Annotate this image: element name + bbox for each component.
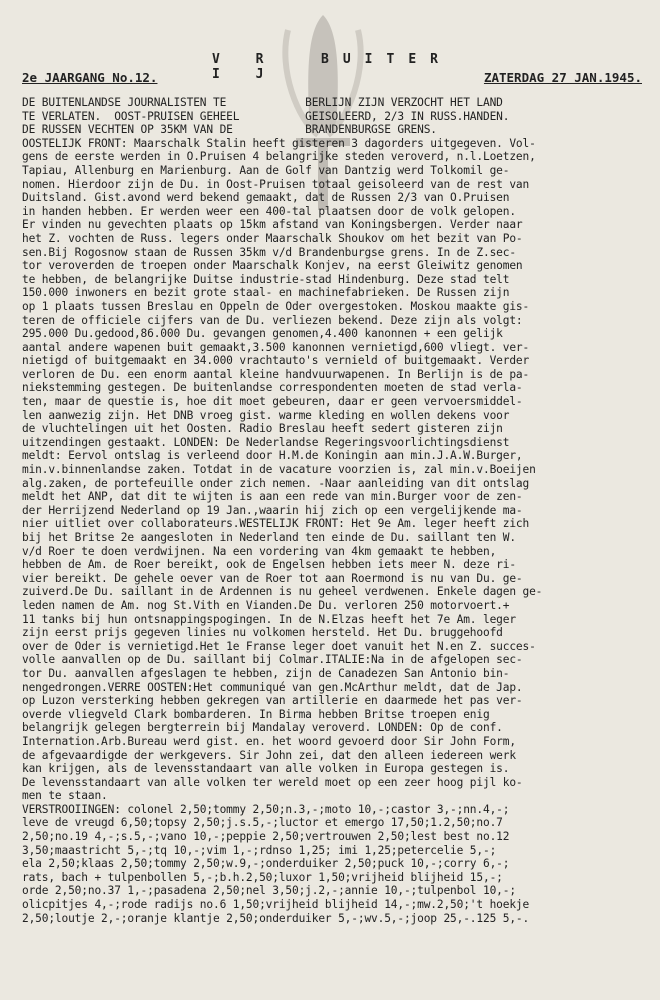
text-line: leden namen de Am. nog St.Vith en Vianden.De Du. verloren 250 motorvoert.+ [22, 598, 510, 612]
text-line: 3,50;maastricht 5,-;tq 10,-;vim 1,-;rdnso 1,25; imi 1,25;petercelie 5,-; [22, 843, 497, 857]
issue-number: 2e JAARGANG No.12. [22, 70, 158, 85]
text-line: op Luzon versterking hebben gekregen van artillerie en daarmede het pas ver- [22, 694, 523, 708]
masthead-title [212, 52, 452, 82]
text-line: meldt: Eervol ontslag is verleend door H.M.de Koningin aan min.J.A.W.Burger, [22, 449, 523, 463]
title-left: V R I J [212, 52, 278, 82]
text-line: DE RUSSEN VECHTEN OP 35KM VAN DE BRANDENBURGSE GRENS. [22, 123, 437, 137]
text-line: Duitsland. Gist.avond werd bekend gemaakt, dat de Russen 2/3 van O.Pruisen [22, 191, 510, 205]
text-line: bij het Britse 2e aangesloten in Nederland ten einde de Du. saillant ten W. [22, 531, 516, 544]
text-line: te hebben, de belangrijke Duitse industrie-stad Hindenburg. Deze stad telt [22, 272, 510, 286]
text-line: De levensstandaart van alle volken ter wereld moet op een zeer hoog pijl ko- [22, 775, 523, 789]
text-line: men te staan. [22, 789, 108, 803]
text-line: hebben de Am. de Roer bereikt, ook de Engelsen hebben iets meer N. deze ri- [22, 558, 516, 572]
text-line: nomen. Hierdoor zijn de Du. in Oost-Pruisen totaal geisoleerd van de rest van [22, 177, 530, 191]
text-line: DE BUITENLANDSE JOURNALISTEN TE BERLIJN ZIJN VERZOCHT HET LAND [22, 96, 503, 109]
text-line: len aanwezig zijn. Het DNB vroeg gist. warme kleding en wollen dekens voor [22, 408, 510, 422]
text-line: Internation.Arb.Bureau werd gist. en. het woord gevoerd door Sir John Form, [22, 734, 516, 748]
title-right: BUITER [321, 52, 452, 67]
text-line: zuiverd.De Du. saillant in de Ardennen is nu geheel verdwenen. Enkele dagen ge- [22, 585, 543, 599]
article-body [22, 96, 642, 925]
text-line: 150.000 inwoners en bezit grote staal- en machinefabrieken. De Russen zijn [22, 286, 510, 300]
text-line: volle aanvallen op de Du. saillant bij Colmar.ITALIE:Na in de afgelopen sec- [22, 653, 523, 667]
text-line: v/d Roer te doen verdwijnen. Na een vordering van 4km gemaakt te hebben, [22, 544, 497, 558]
text-line: zijn eerst prijs gegeven linies nu volkomen hersteld. Het Du. bruggehoofd [22, 626, 503, 640]
text-line: OOSTELIJK FRONT: Maarschalk Stalin heeft gisteren 3 dagorders uitgegeven. Vol- [22, 136, 536, 150]
text-line: alg.zaken, de portefeuille onder zich nemen. -Naar aanleiding van dit ontslag [22, 476, 530, 490]
text-line: verloren de Du. een enorm aantal kleine handvuurwapenen. In Berlijn is de pa- [22, 367, 530, 381]
text-line: overde vliegveld Clark bombarderen. In Birma hebben Britse troepen enig [22, 707, 490, 721]
text-line: de vluchtelingen uit het Oosten. Radio Breslau heeft sedert gisteren zijn [22, 422, 503, 436]
text-line: uitzendingen gestaakt. LONDEN: De Nederlandse Regeringsvoorlichtingsdienst [22, 435, 510, 449]
text-line: over de Oder is vernietigd.Het 1e Franse leger doet vanuit het N.en Z. succes- [22, 639, 536, 653]
text-line: het Z. vochten de Russ. legers onder Maarschalk Shoukov om het bezit van Po- [22, 231, 523, 245]
text-line: der Herrijzend Nederland op 19 Jan.,waarin hij zich op een vergelijkende ma- [22, 503, 523, 517]
text-line: op 1 plaats tussen Breslau en Oppeln de Oder overgestoken. Moskou maakte gis- [22, 299, 530, 313]
text-line: Tapiau, Allenburg en Marienburg. Aan de Golf van Dantzig werd Tolkomil ge- [22, 163, 510, 177]
text-line: nier uitliet over collaborateurs.WESTELIJK FRONT: Het 9e Am. leger heeft zich [22, 517, 530, 531]
text-line: vier bereikt. De gehele oever van de Roer tot aan Roermond is nu van Du. ge- [22, 571, 523, 585]
text-line: min.v.binnenlandse zaken. Totdat in de vacature voorzien is, zal min.v.Boeijen [22, 463, 536, 477]
text-line: meldt het ANP, dat dit te wijten is aan een rede van min.Burger voor de zen- [22, 490, 523, 504]
text-line: 11 tanks bij hun ontsnappingspogingen. In de N.Elzas heeft het 7e Am. leger [22, 612, 516, 626]
text-line: teren de officiele cijfers van de Du. verliezen bekend. Deze zijn als volgt: [22, 313, 523, 327]
text-line: ela 2,50;klaas 2,50;tommy 2,50;w.9,-;onderduiker 2,50;puck 10,-;corry 6,-; [22, 857, 510, 871]
text-line: in handen hebben. Er werden weer een 400-tal plaatsen door de volk gelopen. [22, 204, 516, 218]
text-line: gens de eerste werden in O.Pruisen 4 belangrijke steden veroverd, n.l.Loetzen, [22, 150, 536, 164]
text-line: belangrijk gelegen bergterrein bij Mandalay veroverd. LONDEN: Op de conf. [22, 721, 503, 735]
text-line: tor Du. aanvallen afgeslagen te hebben, zijn de Canadezen San Antonio bin- [22, 666, 510, 680]
text-line: nietigd of buitgemaakt en 34.000 vrachtauto's vernield of buitgemaakt. Verder [22, 354, 530, 368]
text-line: aantal andere wapenen buit gemaakt,3.500 kanonnen vernietigd,600 vliegt. ver- [22, 340, 530, 354]
text-line: kan krijgen, als de levensstandaart van alle volken in Europa gestegen is. [22, 762, 510, 776]
text-line: rats, bach + tulpenbollen 5,-;b.h.2,50;luxor 1,50;vrijheid blijheid 15,-; [22, 870, 503, 884]
text-line: tor veroverden de troepen onder Maarschalk Konjev, na eerst Gleiwitz genomen [22, 259, 523, 273]
text-line: sen.Bij Rogosnow staan de Russen 35km v/d Brandenburgse grens. In de Z.sec- [22, 245, 516, 259]
text-line: nengedrongen.VERRE OOSTEN:Het communiqué van gen.McArthur meldt, dat de Jap. [22, 680, 523, 694]
issue-date: ZATERDAG 27 JAN.1945. [483, 70, 642, 85]
text-line: 2,50;loutje 2,-;oranje klantje 2,50;onderduiker 5,-;wv.5,-;joop 25,-.125 5,-. [22, 911, 530, 925]
text-line: Er vinden nu gevechten plaats op 15km afstand van Koningsbergen. Verder naar [22, 218, 523, 232]
text-line: orde 2,50;no.37 1,-;pasadena 2,50;nel 3,50;j.2,-;annie 10,-;tulpenbol 10,-; [22, 884, 516, 898]
text-line: de afgevaardigde der werkgevers. Sir John zei, dat den alleen iedereen werk [22, 748, 516, 762]
text-line: olicpitjes 4,-;rode radijs no.6 1,50;vrijheid blijheid 14,-;mw.2,50;'t hoekje [22, 898, 530, 912]
text-line: leve de vreugd 6,50;topsy 2,50;j.s.5,-;luctor et emergo 17,50;1.2,50;no.7 [22, 816, 503, 830]
text-line: TE VERLATEN. OOST-PRUISEN GEHEEL GEISOLEERD, 2/3 IN RUSS.HANDEN. [22, 109, 510, 123]
text-line: 295.000 Du.gedood,86.000 Du. gevangen genomen,4.400 kanonnen + een gelijk [22, 327, 503, 341]
text-line: ten, maar de questie is, hoe dit moet gebeuren, daar er geen vervoersmiddel- [22, 395, 523, 409]
text-line: 2,50;no.19 4,-;s.5,-;vano 10,-;peppie 2,50;vertrouwen 2,50;lest best no.12 [22, 830, 510, 844]
text-line: VERSTROOIINGEN: colonel 2,50;tommy 2,50;n.3,-;moto 10,-;castor 3,-;nn.4,-; [22, 802, 510, 816]
text-line: niekstemming gestegen. De buitenlandse correspondenten moeten de stad verla- [22, 381, 523, 395]
masthead [22, 52, 642, 86]
